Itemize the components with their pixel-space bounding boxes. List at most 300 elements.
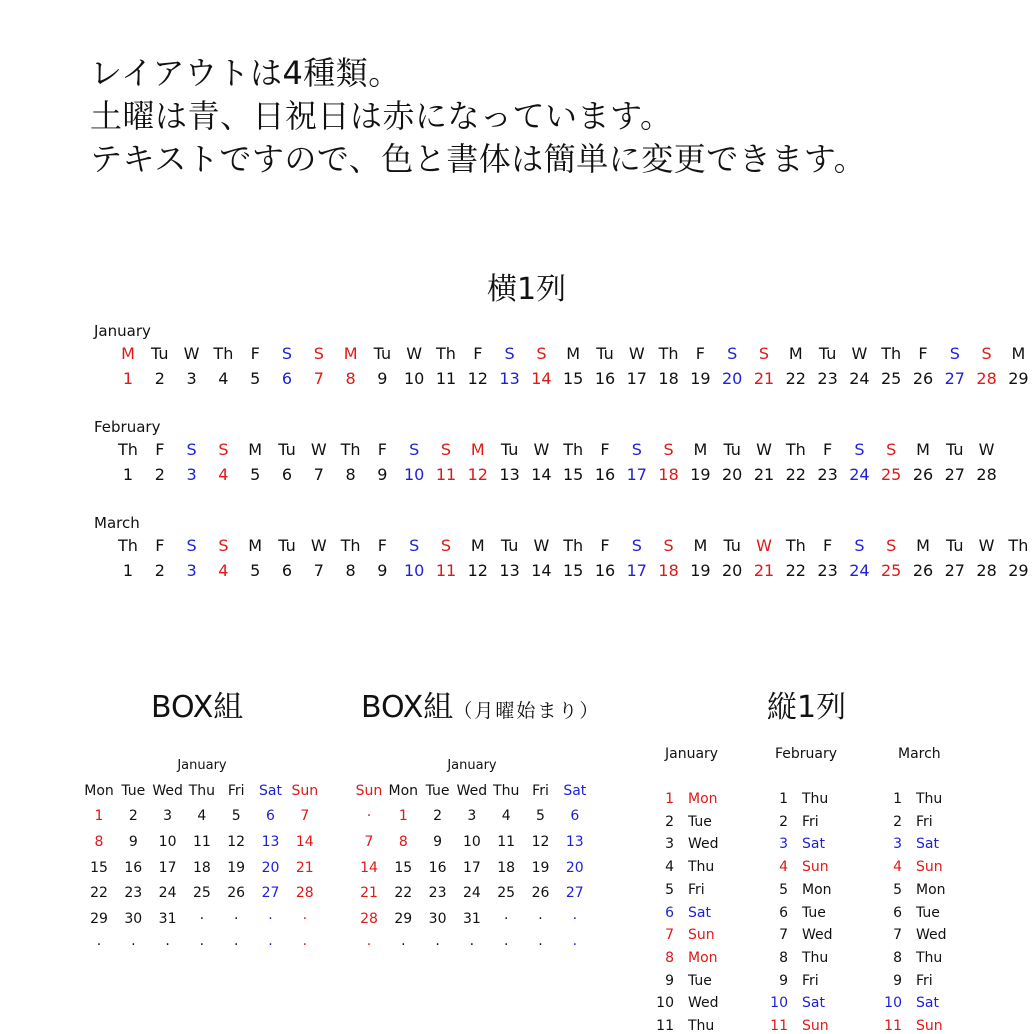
day-number: 5: [250, 561, 261, 580]
weekday-label: Thu: [688, 859, 715, 876]
day-number: 25: [881, 561, 902, 580]
day-number: 15: [563, 369, 584, 388]
day-cell: ·: [199, 911, 205, 928]
day-number: 26: [912, 369, 934, 388]
weekday-label: Thu: [916, 949, 943, 966]
weekday-label: S: [186, 440, 197, 459]
weekday-label: Tu: [500, 440, 519, 459]
day-number: 18: [658, 369, 679, 388]
weekday-label: F: [822, 440, 833, 459]
day-cell: 17: [158, 859, 177, 876]
day-cell: 31: [158, 911, 177, 928]
day-number: 7: [313, 369, 324, 388]
weekday-label: Th: [436, 344, 456, 363]
day-number: 3: [186, 561, 197, 580]
weekday-label: S: [281, 344, 293, 363]
day-cell: 20: [565, 859, 584, 876]
day-cell: 3: [467, 808, 477, 824]
weekday-label: M: [693, 440, 708, 459]
day-number: 3: [893, 836, 902, 853]
day-number: 28: [976, 369, 997, 388]
day-cell: 28: [360, 911, 378, 928]
day-cell: 21: [360, 885, 378, 902]
weekday-label: S: [409, 536, 420, 555]
day-cell: 30: [124, 911, 143, 928]
intro-line: テキストですので、色と書体は簡単に変更できます。: [90, 140, 867, 178]
weekday-label: W: [533, 536, 550, 555]
weekday-label: Thu: [802, 949, 829, 966]
weekday-header: Sat: [259, 783, 282, 799]
day-number: 9: [665, 972, 674, 989]
weekday-label: Tu: [723, 440, 741, 459]
weekday-header: Mon: [388, 783, 419, 799]
day-number: 18: [658, 561, 679, 580]
weekday-label: S: [313, 344, 324, 363]
day-cell: ·: [469, 937, 475, 953]
day-number: 21: [753, 369, 775, 388]
day-cell: 13: [565, 833, 584, 850]
weekday-label: Sun: [916, 1018, 943, 1034]
day-cell: 11: [497, 833, 516, 850]
day-cell: 27: [261, 885, 280, 902]
day-number: 4: [218, 465, 229, 484]
weekday-header: Tue: [425, 783, 450, 799]
day-number: 2: [893, 813, 902, 830]
day-number: 8: [893, 949, 902, 966]
weekday-label: S: [854, 536, 865, 555]
day-number: 3: [665, 836, 674, 853]
day-cell: 13: [261, 833, 280, 850]
weekday-label: S: [536, 344, 547, 363]
weekday-label: M: [916, 536, 930, 555]
day-number: 16: [594, 369, 616, 388]
day-cell: 4: [501, 808, 511, 824]
day-number: 16: [594, 465, 616, 484]
weekday-label: F: [377, 440, 387, 459]
weekday-label: S: [949, 344, 960, 363]
day-number: 28: [976, 465, 997, 484]
weekday-label: S: [886, 440, 897, 459]
intro-line: 土曜は青、日祝日は赤になっています。: [90, 97, 673, 135]
day-number: 11: [435, 465, 457, 484]
weekday-label: Tue: [916, 904, 940, 921]
day-number: 8: [345, 369, 356, 388]
weekday-label: F: [250, 344, 260, 363]
weekday-label: Wed: [688, 995, 719, 1012]
weekday-header: Thu: [493, 783, 520, 799]
weekday-header: Sun: [355, 783, 383, 799]
day-number: 11: [435, 369, 457, 388]
day-number: 10: [404, 369, 425, 388]
day-number: 2: [154, 369, 165, 388]
day-number: 7: [893, 927, 902, 944]
day-number: 13: [499, 465, 520, 484]
day-cell: 25: [497, 885, 516, 902]
weekday-label: Wed: [688, 836, 719, 853]
day-cell: 31: [462, 911, 481, 928]
day-number: 4: [218, 561, 229, 580]
day-number: 4: [893, 859, 902, 876]
box-calendar-monday-start: [82, 758, 322, 958]
day-number: 10: [884, 995, 902, 1012]
day-number: 20: [722, 369, 743, 388]
day-number: 9: [377, 561, 388, 580]
day-number: 5: [779, 881, 788, 898]
day-cell: 23: [428, 885, 447, 902]
day-number: 1: [122, 465, 134, 484]
day-number: 26: [912, 561, 934, 580]
weekday-label: S: [218, 536, 229, 555]
month-strip: [0, 514, 1029, 594]
weekday-header: Wed: [456, 783, 488, 799]
day-cell: ·: [366, 808, 372, 824]
day-cell: 14: [360, 859, 378, 876]
day-number: 1: [122, 369, 134, 388]
box-month-title: January: [177, 758, 227, 773]
day-number: 26: [912, 465, 934, 484]
weekday-label: S: [218, 440, 229, 459]
day-number: 1: [893, 791, 902, 807]
weekday-header: Wed: [152, 783, 183, 799]
month-strip: [0, 418, 1024, 498]
day-cell: 6: [266, 808, 275, 824]
day-number: 1: [779, 791, 788, 807]
day-cell: 16: [124, 859, 143, 876]
day-number: 27: [944, 369, 965, 388]
day-number: 23: [817, 369, 838, 388]
day-number: 15: [563, 465, 584, 484]
weekday-label: W: [310, 536, 327, 555]
month-label: March: [94, 514, 140, 532]
weekday-label: Sat: [802, 836, 825, 853]
day-cell: ·: [435, 937, 440, 953]
day-number: 17: [626, 369, 647, 388]
day-number: 8: [779, 949, 788, 966]
day-number: 6: [779, 904, 788, 921]
day-number: 2: [154, 465, 165, 484]
weekday-label: Sat: [916, 995, 939, 1012]
day-number: 13: [499, 561, 520, 580]
weekday-label: Tue: [688, 813, 712, 830]
day-number: 17: [626, 561, 647, 580]
day-number: 12: [467, 465, 488, 484]
weekday-label: W: [978, 440, 995, 459]
day-number: 23: [817, 465, 838, 484]
weekday-label: S: [440, 536, 452, 555]
weekday-label: Tu: [278, 440, 296, 459]
day-cell: 24: [158, 885, 177, 902]
day-cell: ·: [268, 911, 273, 928]
weekday-label: Tu: [946, 440, 964, 459]
day-number: 11: [884, 1018, 902, 1034]
weekday-label: F: [918, 344, 928, 363]
day-cell: 7: [300, 808, 310, 824]
day-cell: 28: [295, 885, 314, 902]
day-number: 10: [404, 561, 425, 580]
box-monday-heading-title: BOX組: [361, 690, 454, 725]
weekday-label: M: [916, 440, 930, 459]
day-cell: ·: [302, 937, 308, 953]
day-number: 10: [656, 995, 674, 1012]
weekday-label: Fri: [916, 972, 933, 989]
day-cell: 1: [398, 808, 408, 824]
weekday-label: Tue: [802, 904, 826, 921]
weekday-label: Fri: [802, 813, 819, 830]
weekday-label: M: [470, 536, 485, 555]
day-cell: 6: [570, 808, 580, 824]
day-number: 21: [753, 465, 775, 484]
weekday-label: Mon: [802, 881, 832, 898]
intro-text: [90, 52, 866, 181]
day-number: 9: [893, 972, 902, 989]
day-cell: 10: [462, 833, 481, 850]
day-number: 5: [893, 881, 902, 898]
day-number: 8: [665, 949, 674, 966]
day-cell: 22: [394, 885, 413, 902]
weekday-label: F: [377, 536, 387, 555]
day-number: 14: [531, 369, 552, 388]
weekday-label: Th: [213, 344, 234, 363]
weekday-label: Thu: [802, 791, 829, 807]
day-cell: 26: [531, 885, 550, 902]
day-number: 2: [665, 813, 674, 830]
weekday-label: W: [406, 344, 423, 363]
day-cell: ·: [538, 911, 543, 928]
day-cell: ·: [572, 911, 578, 928]
weekday-label: S: [727, 344, 738, 363]
weekday-label: Tu: [818, 344, 837, 363]
weekday-label: Fri: [802, 972, 819, 989]
weekday-label: Th: [563, 440, 584, 459]
month-label: January: [94, 322, 151, 340]
weekday-label: Tu: [723, 536, 741, 555]
day-cell: 16: [428, 859, 447, 876]
box-monday-heading: [361, 682, 600, 726]
weekday-label: F: [600, 440, 610, 459]
day-cell: ·: [233, 937, 239, 953]
day-number: 22: [785, 465, 806, 484]
weekday-header: Fri: [227, 783, 245, 799]
day-number: 4: [779, 859, 788, 876]
day-cell: 2: [433, 808, 443, 824]
weekday-label: S: [186, 536, 197, 555]
day-number: 11: [770, 1018, 788, 1034]
day-number: 29: [1008, 369, 1029, 388]
box-monday-heading-note: （月曜始まり）: [453, 700, 601, 722]
weekday-label: M: [248, 440, 263, 459]
box-calendar-sunday-start: [352, 758, 592, 958]
weekday-label: Th: [1008, 536, 1029, 555]
weekday-label: S: [504, 344, 515, 363]
day-number: 14: [531, 561, 552, 580]
weekday-label: Fri: [688, 881, 705, 898]
weekday-header: Thu: [188, 783, 216, 799]
weekday-label: M: [121, 344, 135, 363]
day-number: 9: [377, 465, 388, 484]
day-number: 9: [779, 972, 788, 989]
intro-line: レイアウトは4種類。: [90, 54, 401, 92]
day-cell: 24: [462, 885, 481, 902]
day-cell: 14: [295, 833, 314, 850]
weekday-label: S: [854, 440, 865, 459]
weekday-label: W: [756, 440, 772, 459]
day-number: 5: [250, 465, 261, 484]
day-cell: ·: [268, 937, 273, 953]
day-number: 8: [345, 465, 356, 484]
weekday-label: S: [758, 344, 770, 363]
weekday-label: F: [473, 344, 483, 363]
day-number: 25: [881, 369, 902, 388]
weekday-label: Thu: [916, 791, 943, 807]
day-number: 19: [690, 561, 711, 580]
day-cell: 8: [398, 833, 408, 850]
day-number: 20: [722, 561, 743, 580]
day-number: 3: [186, 369, 197, 388]
weekday-label: Fri: [916, 813, 933, 830]
day-cell: ·: [233, 911, 239, 928]
weekday-header: Tue: [121, 783, 146, 799]
day-number: 19: [690, 369, 711, 388]
day-number: 29: [1008, 561, 1029, 580]
weekday-label: Th: [785, 440, 806, 459]
weekday-label: Sun: [916, 859, 943, 876]
day-cell: 27: [565, 885, 584, 902]
weekday-label: Wed: [802, 927, 833, 944]
day-cell: 11: [192, 833, 211, 850]
weekday-label: Sat: [802, 995, 825, 1012]
day-number: 6: [893, 904, 902, 921]
weekday-label: S: [440, 440, 452, 459]
weekday-label: M: [1011, 344, 1026, 363]
weekday-label: W: [628, 344, 645, 363]
day-number: 16: [594, 561, 616, 580]
weekday-label: S: [663, 440, 674, 459]
day-number: 5: [665, 881, 674, 898]
day-cell: 26: [227, 885, 246, 902]
horizontal-layout-heading: 横1列: [487, 272, 567, 307]
day-cell: ·: [503, 911, 509, 928]
vertical-month-title: March: [898, 746, 941, 762]
weekday-label: M: [788, 344, 803, 363]
weekday-label: F: [155, 440, 165, 459]
day-cell: 12: [227, 833, 246, 850]
weekday-label: Sat: [688, 904, 711, 921]
day-number: 27: [944, 561, 965, 580]
weekday-label: Th: [340, 536, 361, 555]
day-number: 23: [817, 561, 838, 580]
day-number: 8: [345, 561, 356, 580]
day-cell: 5: [536, 808, 545, 824]
day-cell: 15: [394, 859, 413, 876]
weekday-label: Tu: [373, 344, 392, 363]
day-number: 22: [785, 561, 806, 580]
weekday-header: Sun: [291, 783, 319, 799]
day-cell: 29: [90, 911, 108, 928]
day-cell: 9: [128, 833, 138, 850]
day-number: 28: [976, 561, 997, 580]
day-number: 3: [779, 836, 788, 853]
day-cell: 23: [124, 885, 143, 902]
day-cell: 8: [94, 833, 104, 850]
day-number: 11: [656, 1018, 674, 1034]
day-number: 11: [435, 561, 457, 580]
day-cell: ·: [366, 937, 372, 953]
weekday-label: M: [566, 344, 581, 363]
day-cell: ·: [165, 937, 170, 953]
day-number: 5: [250, 369, 261, 388]
weekday-label: W: [978, 536, 995, 555]
day-cell: 21: [295, 859, 314, 876]
weekday-label: Thu: [688, 1018, 715, 1034]
day-number: 10: [770, 995, 788, 1012]
weekday-label: Tu: [500, 536, 519, 555]
weekday-label: S: [886, 536, 897, 555]
day-cell: 5: [231, 808, 241, 824]
weekday-label: W: [183, 344, 200, 363]
weekday-label: S: [981, 344, 992, 363]
day-cell: ·: [572, 937, 578, 953]
day-cell: ·: [401, 937, 406, 953]
day-cell: 10: [158, 833, 177, 850]
weekday-label: Mon: [916, 881, 946, 898]
day-number: 22: [785, 369, 806, 388]
day-cell: 2: [128, 808, 138, 824]
day-number: 14: [531, 465, 552, 484]
vertical-month-title: February: [775, 746, 838, 762]
day-cell: 18: [497, 859, 516, 876]
day-number: 7: [313, 561, 324, 580]
weekday-label: Mon: [688, 791, 718, 807]
day-number: 1: [665, 791, 674, 807]
day-cell: 29: [394, 911, 413, 928]
month-label: February: [94, 418, 161, 436]
day-number: 25: [881, 465, 902, 484]
day-cell: 20: [261, 859, 280, 876]
day-number: 6: [281, 561, 293, 580]
weekday-label: F: [600, 536, 610, 555]
day-cell: 9: [433, 833, 443, 850]
weekday-label: Sun: [802, 1018, 829, 1034]
weekday-label: Th: [340, 440, 361, 459]
day-number: 6: [281, 465, 293, 484]
day-number: 2: [779, 813, 788, 830]
weekday-label: S: [631, 440, 642, 459]
weekday-label: F: [695, 344, 705, 363]
day-number: 7: [313, 465, 324, 484]
weekday-label: Sat: [916, 836, 939, 853]
day-number: 2: [154, 561, 165, 580]
month-strip: [0, 322, 1029, 402]
weekday-label: Tu: [278, 536, 296, 555]
weekday-label: Th: [658, 344, 679, 363]
day-cell: 18: [192, 859, 211, 876]
day-number: 7: [779, 927, 788, 944]
weekday-header: Sat: [563, 783, 587, 799]
weekday-label: Sun: [802, 859, 829, 876]
day-number: 19: [690, 465, 711, 484]
weekday-label: Wed: [916, 927, 947, 944]
day-number: 21: [753, 561, 775, 580]
weekday-label: W: [851, 344, 868, 363]
day-number: 24: [849, 465, 870, 484]
day-number: 12: [467, 561, 488, 580]
weekday-label: Th: [881, 344, 902, 363]
weekday-label: S: [409, 440, 420, 459]
day-cell: 12: [531, 833, 550, 850]
day-number: 15: [563, 561, 584, 580]
day-number: 24: [849, 369, 870, 388]
weekday-label: M: [470, 440, 485, 459]
